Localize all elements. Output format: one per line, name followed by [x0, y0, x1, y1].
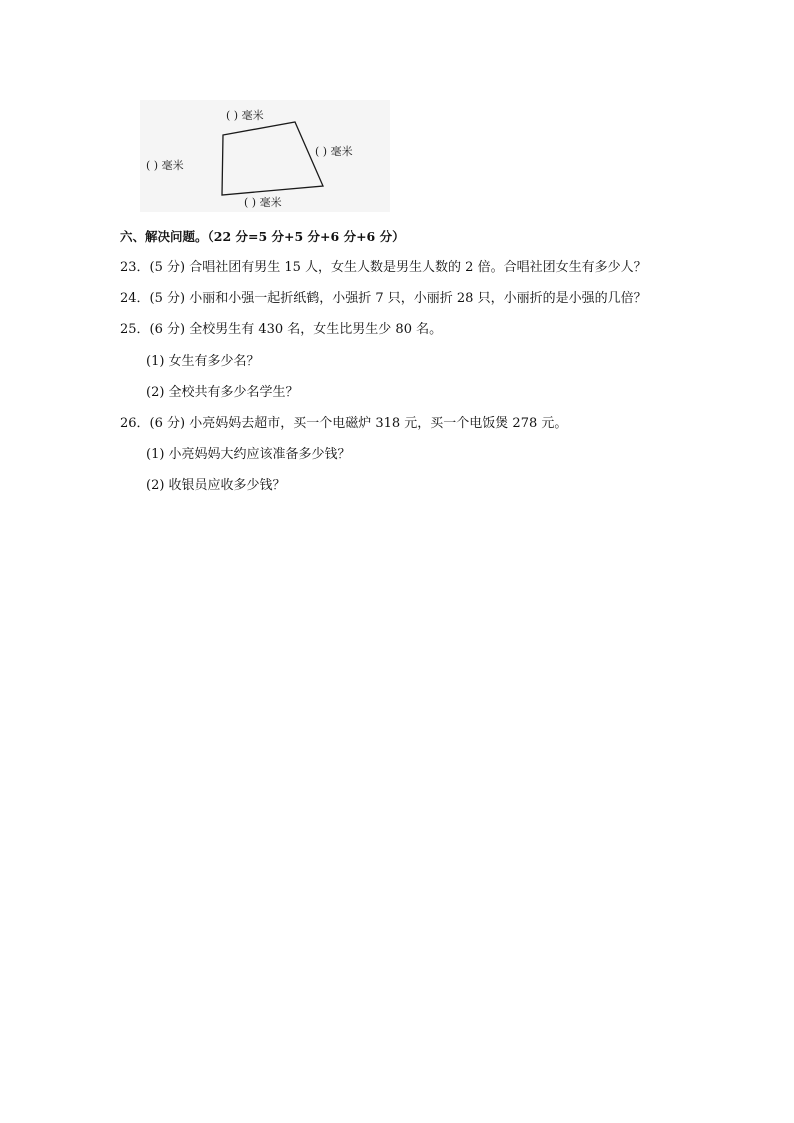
question-24: 24．(5 分) 小丽和小强一起折纸鹤，小强折 7 只，小丽折 28 只，小丽折的是小强的几倍？ — [120, 291, 647, 306]
question-25-sub-2: (2) 全校共有多少名学生？ — [146, 385, 299, 400]
section-heading: 六、解决问题。（22 分=5 分+5 分+6 分+6 分） — [120, 229, 405, 244]
question-25-sub-1: (1) 女生有多少名？ — [146, 354, 260, 369]
question-26: 26．(6 分) 小亮妈妈去超市，买一个电磁炉 318 元，买一个电饭煲 278 元。 — [120, 416, 568, 431]
question-26-sub-2: (2) 收银员应收多少钱？ — [146, 478, 286, 493]
figure-label-left: ( ) 毫米 — [146, 159, 184, 172]
figure-label-top: ( ) 毫米 — [226, 109, 264, 122]
figure-label-right: ( ) 毫米 — [315, 145, 353, 158]
quadrilateral-figure — [140, 100, 390, 212]
quadrilateral-shape — [222, 122, 323, 195]
question-25: 25．(6 分) 全校男生有 430 名，女生比男生少 80 名。 — [120, 322, 443, 337]
figure-label-bottom: ( ) 毫米 — [244, 196, 282, 209]
question-23: 23．(5 分) 合唱社团有男生 15 人，女生人数是男生人数的 2 倍。合唱社团女生有多少人？ — [120, 260, 647, 275]
question-26-sub-1: (1) 小亮妈妈大约应该准备多少钱？ — [146, 447, 351, 462]
